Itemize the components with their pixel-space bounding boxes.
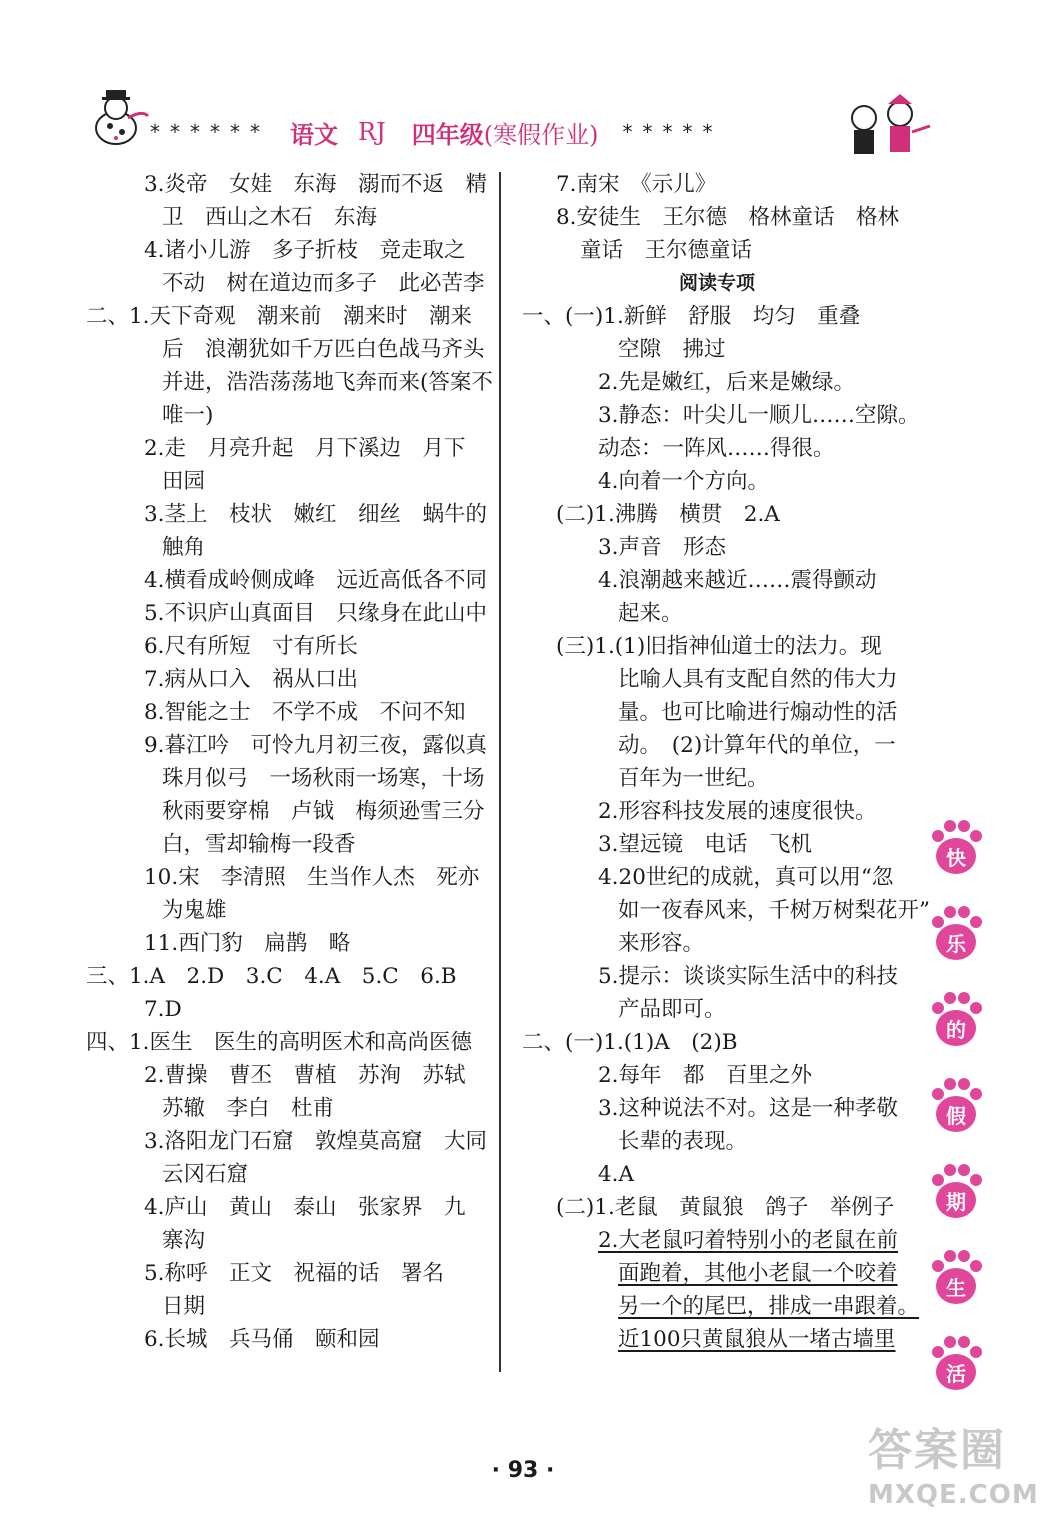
paw-toe — [958, 820, 970, 832]
answer-line: 10.宋 李清照 生当作人杰 死亦 — [144, 865, 480, 890]
edition-label: RJ — [358, 118, 386, 146]
subject-label: 语文 — [290, 120, 338, 149]
answer-line: 长辈的表现。 — [618, 1129, 748, 1154]
paw-toe — [944, 1336, 956, 1348]
paw-toe — [970, 1002, 982, 1014]
column-divider — [499, 172, 501, 1372]
answer-line: 秋雨要穿棉 卢钺 梅须逊雪三分 — [162, 799, 485, 824]
paw-toe — [932, 830, 944, 842]
section-title: 阅读专项 — [678, 272, 755, 294]
answer-line: 7.南宋 《示儿》 — [556, 172, 717, 197]
answer-line: 8.安徒生 王尔德 格林童话 格林 — [556, 205, 900, 230]
answer-line: 4.向着一个方向。 — [598, 469, 770, 494]
answer-line: (三)1.(1)旧指神仙道士的法力。现 — [556, 634, 882, 659]
answer-line: 7.D — [144, 997, 182, 1022]
paw-toe — [970, 916, 982, 928]
answer-line: 童话 王尔德童话 — [580, 238, 753, 263]
answer-line: 4.A — [598, 1162, 635, 1187]
page-number: · 93 · — [491, 1458, 555, 1483]
paw-toe — [958, 1164, 970, 1176]
answer-line: 来形容。 — [618, 931, 705, 956]
answer-line: 4.横看成岭侧成峰 远近高低各不同 — [144, 568, 488, 593]
answer-line: 寨沟 — [162, 1228, 206, 1253]
paw-toe — [970, 1088, 982, 1100]
answer-line: 3.望远镜 电话 飞机 — [598, 832, 813, 857]
answer-line: 3.炎帝 女娃 东海 溺而不返 精 — [144, 172, 488, 197]
answer-line: 并进，浩浩荡荡地飞奔而来(答案不 — [162, 370, 493, 395]
answer-line: 8.智能之士 不学不成 不问不知 — [144, 700, 466, 725]
paw-toe — [958, 1078, 970, 1090]
answer-line: (二)1.老鼠 黄鼠狼 鸽子 举例子 — [556, 1195, 895, 1220]
answer-line: 2.曹操 曹丕 曹植 苏洵 苏轼 — [144, 1063, 466, 1088]
paw-badge — [930, 1076, 982, 1138]
right-column — [522, 168, 930, 1356]
paw-badge-label: 乐 — [936, 924, 976, 960]
paw-toe — [970, 830, 982, 842]
paw-toe — [932, 1088, 944, 1100]
answer-line: 面跑着，其他小老鼠一个咬着 — [618, 1261, 898, 1286]
answer-line: 9.暮江吟 可怜九月初三夜，露似真 — [144, 733, 488, 758]
paw-toe — [944, 992, 956, 1004]
kids-decoration-icon — [834, 92, 934, 162]
answer-line: 触角 — [162, 535, 206, 560]
answer-line: 为鬼雄 — [162, 898, 227, 923]
answer-line: 3.静态：叶尖儿一顺儿……空隙。 — [598, 403, 920, 428]
paw-badge-label: 的 — [936, 1010, 976, 1046]
paw-toe — [970, 1260, 982, 1272]
answer-line: (二)1.沸腾 横贯 2.A — [556, 502, 780, 527]
paw-toe — [958, 1336, 970, 1348]
paw-toe — [944, 1078, 956, 1090]
paw-badge — [930, 990, 982, 1052]
answer-line: 苏辙 李白 杜甫 — [162, 1096, 335, 1121]
answer-line: 4.诸小儿游 多子折枝 竞走取之 — [144, 238, 466, 263]
answer-line: 量。也可比喻进行煽动性的活 — [618, 700, 898, 725]
answer-line: 11.西门豹 扁鹊 略 — [144, 931, 351, 956]
answer-line: 三、1.A 2.D 3.C 4.A 5.C 6.B — [86, 964, 457, 989]
paw-badge-label: 活 — [936, 1354, 976, 1390]
answer-line: 产品即可。 — [618, 997, 726, 1022]
page-header — [150, 112, 910, 152]
answer-line: 卫 西山之木石 东海 — [162, 205, 378, 230]
paw-badge — [930, 1248, 982, 1310]
answer-line: 4.浪潮越来越近……震得颤动 — [598, 568, 877, 593]
paw-toe — [932, 1346, 944, 1358]
paw-badge — [930, 1334, 982, 1396]
left-column — [86, 168, 493, 1356]
answer-line: 4.20世纪的成就，真可以用“忽 — [598, 865, 894, 890]
answer-line: 二、(一)1.(1)A (2)B — [522, 1030, 738, 1055]
paw-badge — [930, 818, 982, 880]
answer-line: 动。 (2)计算年代的单位，一 — [618, 733, 896, 758]
paw-toe — [944, 1250, 956, 1262]
answer-line: 5.不识庐山真面目 只缘身在此山中 — [144, 601, 488, 626]
snowman-decoration-icon — [86, 88, 156, 148]
answer-line: 云冈石窟 — [162, 1162, 249, 1187]
paw-badge-label: 期 — [936, 1182, 976, 1218]
paw-toe — [970, 1346, 982, 1358]
answer-line: 空隙 拂过 — [618, 337, 726, 362]
answer-line: 2.大老鼠叼着特别小的老鼠在前 — [598, 1228, 899, 1253]
answer-line: 3.茎上 枝状 嫩红 细丝 蜗牛的 — [144, 502, 488, 527]
answer-line: 6.长城 兵马俑 颐和园 — [144, 1327, 380, 1352]
answer-line: 如一夜春风来，千树万树梨花开” — [618, 898, 930, 923]
watermark — [868, 1414, 1038, 1532]
answer-line: 起来。 — [618, 601, 683, 626]
paw-toe — [932, 1174, 944, 1186]
answer-line: 2.每年 都 百里之外 — [598, 1063, 813, 1088]
paw-toe — [932, 1260, 944, 1272]
answer-line: 4.庐山 黄山 泰山 张家界 九 — [144, 1195, 466, 1220]
header-stars-right: ***** — [622, 120, 723, 144]
paw-toe — [944, 1164, 956, 1176]
paw-toe — [970, 1174, 982, 1186]
answer-line: 近100只黄鼠狼从一堵古墙里 — [618, 1327, 896, 1352]
answer-line: 珠月似弓 一场秋雨一场寒，十场 — [162, 766, 485, 791]
paw-badge — [930, 1162, 982, 1224]
answer-line: 3.这种说法不对。这是一种孝敬 — [598, 1096, 899, 1121]
answer-line: 2.形容科技发展的速度很快。 — [598, 799, 877, 824]
paw-badge-label: 假 — [936, 1096, 976, 1132]
answer-line: 2.走 月亮升起 月下溪边 月下 — [144, 436, 466, 461]
answer-line: 比喻人具有支配自然的伟大力 — [618, 667, 898, 692]
grade-label: 四年级 — [411, 120, 484, 149]
paw-badge-label: 生 — [936, 1268, 976, 1304]
watermark-logo-text: 答案圈 — [868, 1425, 1006, 1476]
side-paw-decoration — [930, 818, 990, 1420]
paw-toe — [944, 820, 956, 832]
answer-line: 3.声音 形态 — [598, 535, 727, 560]
answer-line: 百年为一世纪。 — [618, 766, 769, 791]
answer-line: 2.先是嫩红，后来是嫩绿。 — [598, 370, 856, 395]
answer-line: 5.提示：谈谈实际生活中的科技 — [598, 964, 899, 989]
paw-toe — [932, 916, 944, 928]
answer-line: 四、1.医生 医生的高明医术和高尚医德 — [86, 1030, 473, 1055]
paw-toe — [958, 1250, 970, 1262]
paw-badge — [930, 904, 982, 966]
watermark-url: MXQE.COM — [868, 1480, 1039, 1510]
answer-line: 动态：一阵风……得很。 — [598, 436, 835, 461]
paw-toe — [958, 992, 970, 1004]
paw-toe — [944, 906, 956, 918]
answer-line: 二、1.天下奇观 潮来前 潮来时 潮来 — [86, 304, 473, 329]
answer-line: 后 浪潮犹如千万匹白色战马齐头 — [162, 337, 485, 362]
header-stars-left: ****** — [150, 120, 270, 144]
answer-line: 另一个的尾巴，排成一串跟着。 — [618, 1294, 920, 1319]
volume-label: (寒假作业) — [483, 120, 599, 149]
answer-line: 6.尺有所短 寸有所长 — [144, 634, 359, 659]
paw-badge-label: 快 — [936, 838, 976, 874]
answer-line: 一、(一)1.新鲜 舒服 均匀 重叠 — [522, 304, 861, 329]
paw-toe — [958, 906, 970, 918]
answer-line: 7.病从口入 祸从口出 — [144, 667, 359, 692]
paw-toe — [932, 1002, 944, 1014]
answer-line: 日期 — [162, 1294, 206, 1319]
answer-line: 不动 树在道边而多子 此必苦李 — [162, 271, 485, 296]
answer-line: 田园 — [162, 469, 206, 494]
answer-line: 5.称呼 正文 祝福的话 署名 — [144, 1261, 445, 1286]
answer-line: 3.洛阳龙门石窟 敦煌莫高窟 大同 — [144, 1129, 488, 1154]
answer-line: 白，雪却输梅一段香 — [162, 832, 356, 857]
answer-line: 唯一) — [162, 403, 214, 428]
